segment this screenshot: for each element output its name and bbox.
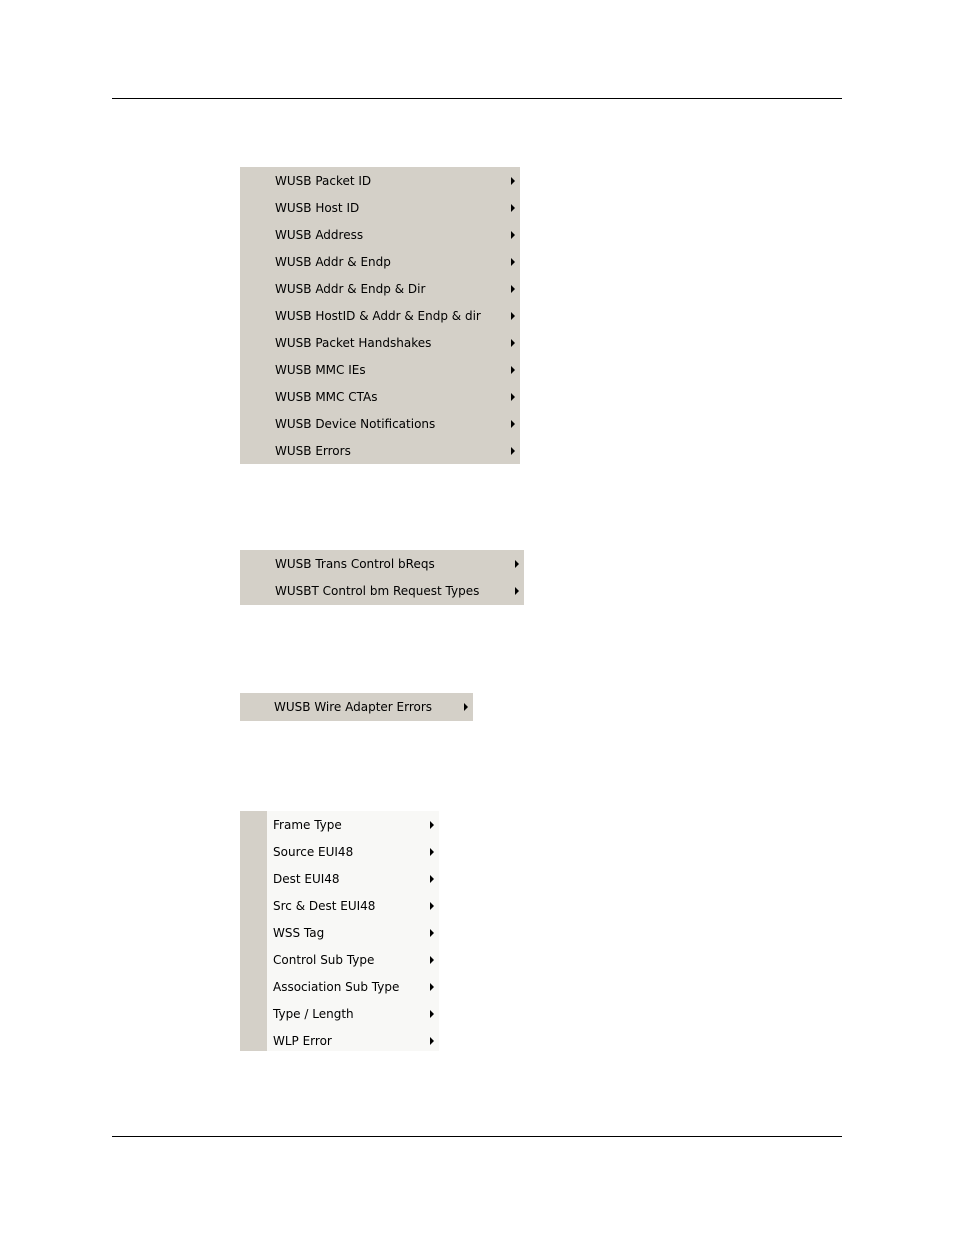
submenu-arrow-icon — [430, 848, 434, 856]
menu-item-label: WUSB Wire Adapter Errors — [274, 700, 433, 714]
submenu-arrow-icon — [511, 366, 515, 374]
menu-item-label: WUSB Errors — [275, 443, 351, 458]
submenu-arrow-icon — [430, 983, 434, 991]
menu-item-wusb-hostid-addr-endp-dir[interactable] — [240, 302, 520, 329]
menu-item-wusb-addr-endp-dir[interactable] — [240, 275, 520, 302]
submenu-arrow-icon — [515, 560, 519, 568]
submenu-arrow-icon — [511, 285, 515, 293]
menu-item-label: Source EUI48 — [273, 844, 354, 859]
menu-item-label: Frame Type — [273, 817, 342, 832]
menu-item-src-dest-eui48[interactable] — [240, 892, 439, 919]
menu-item-wusb-trans-control-breqs[interactable] — [240, 550, 524, 577]
menu-item-wusb-packet-id[interactable] — [240, 167, 520, 194]
menu-item-wusb-address[interactable] — [240, 221, 520, 248]
submenu-arrow-icon — [511, 258, 515, 266]
footer-rule — [112, 1136, 842, 1137]
menu-item-wusb-packet-handshakes[interactable] — [240, 329, 520, 356]
menu-item-label: WUSB Device Notifications — [275, 416, 436, 431]
submenu-arrow-icon — [430, 902, 434, 910]
submenu-arrow-icon — [511, 393, 515, 401]
menu-item-wusb-wire-adapter-errors[interactable] — [240, 693, 473, 721]
menu-item-label: WUSB Packet ID — [275, 173, 372, 188]
menu-item-wusbt-control-bm-request-types[interactable] — [240, 577, 524, 604]
menu-item-wss-tag[interactable] — [240, 919, 439, 946]
submenu-arrow-icon — [430, 1010, 434, 1018]
menu-item-wlp-error[interactable] — [240, 1027, 439, 1054]
menu-item-label: WUSB Address — [275, 227, 364, 242]
submenu-arrow-icon — [511, 447, 515, 455]
submenu-arrow-icon — [464, 703, 468, 711]
menu-item-source-eui48[interactable] — [240, 838, 439, 865]
menu-item-label: Control Sub Type — [273, 952, 375, 967]
wire-adapter-menu — [240, 693, 473, 721]
trans-control-menu — [240, 550, 524, 605]
submenu-arrow-icon — [511, 312, 515, 320]
menu-item-label: WUSB Packet Handshakes — [275, 335, 432, 350]
menu-item-label: WUSBT Control bm Request Types — [275, 583, 480, 598]
menu-item-wusb-device-notifications[interactable] — [240, 410, 520, 437]
submenu-arrow-icon — [511, 177, 515, 185]
submenu-arrow-icon — [430, 875, 434, 883]
menu-item-label: WUSB Addr & Endp — [275, 254, 391, 269]
menu-item-wusb-mmc-ctas[interactable] — [240, 383, 520, 410]
submenu-arrow-icon — [511, 420, 515, 428]
menu-item-label: WUSB MMC CTAs — [275, 389, 378, 404]
menu-item-label: Association Sub Type — [273, 979, 400, 994]
menu-item-label: Dest EUI48 — [273, 871, 340, 886]
menu-item-wusb-mmc-ies[interactable] — [240, 356, 520, 383]
submenu-arrow-icon — [430, 929, 434, 937]
menu-item-label: WUSB Addr & Endp & Dir — [275, 281, 426, 296]
menu-item-control-sub-type[interactable] — [240, 946, 439, 973]
menu-item-type-length[interactable] — [240, 1000, 439, 1027]
header-rule — [112, 98, 842, 99]
menu-item-dest-eui48[interactable] — [240, 865, 439, 892]
menu-item-label: Src & Dest EUI48 — [273, 898, 376, 913]
menu-item-association-sub-type[interactable] — [240, 973, 439, 1000]
submenu-arrow-icon — [430, 956, 434, 964]
menu-item-label: Type / Length — [273, 1006, 354, 1021]
menu-item-wusb-host-id[interactable] — [240, 194, 520, 221]
wusb-filter-menu — [238, 167, 520, 464]
menu-item-label: WUSB HostID & Addr & Endp & dir — [275, 308, 481, 323]
menu-item-wusb-addr-endp[interactable] — [240, 248, 520, 275]
menu-item-label: WUSB MMC IEs — [275, 362, 366, 377]
submenu-arrow-icon — [515, 587, 519, 595]
menu-item-label: WUSB Trans Control bReqs — [275, 556, 435, 571]
menu-items — [240, 811, 439, 1054]
menu-item-label: WUSB Host ID — [275, 200, 360, 215]
menu-item-frame-type[interactable] — [240, 811, 439, 838]
wlp-filter-menu — [240, 811, 439, 1051]
submenu-arrow-icon — [511, 204, 515, 212]
menu-item-label: WLP Error — [273, 1033, 332, 1048]
menu-item-label: WSS Tag — [273, 925, 325, 940]
submenu-arrow-icon — [511, 339, 515, 347]
menu-item-wusb-errors[interactable] — [240, 437, 520, 464]
submenu-arrow-icon — [430, 1037, 434, 1045]
submenu-arrow-icon — [511, 231, 515, 239]
submenu-arrow-icon — [430, 821, 434, 829]
